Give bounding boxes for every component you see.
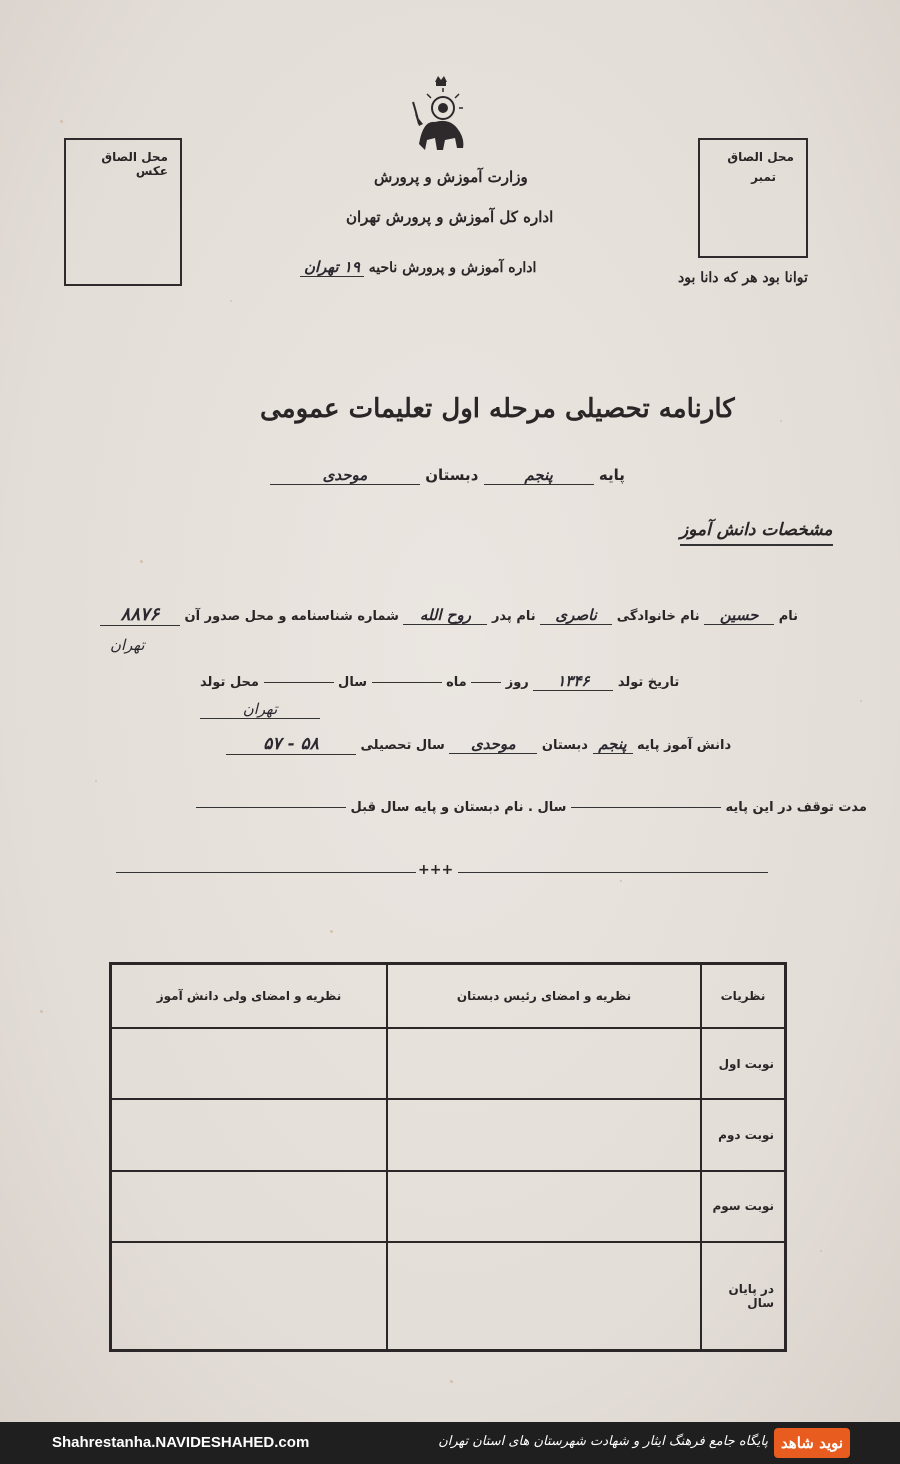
row-label-third-term: نوبت سوم [701,1171,786,1242]
table-cell [387,1242,701,1350]
document-title: کارنامه تحصیلی مرحله اول تعلیمات عمومی [260,394,735,424]
name-row [100,604,798,626]
birthplace-label: محل تولد [200,675,259,690]
stamp-placeholder-box [698,138,808,258]
stay-year-label: سال . نام دبستان و پایه سال قبل [350,800,567,815]
student-school-label: دبستان [541,738,588,753]
navideshahed-logo: نوید شاهد [774,1428,850,1458]
birth-year-value: ۱۳۴۶ [533,672,613,691]
day-label: روز [505,675,529,690]
stay-row [196,800,867,815]
table-cell [387,1028,701,1099]
header-principal: نظریه و امضای رئیس دبستان [387,964,701,1029]
academic-year-label: سال تحصیلی [360,738,445,753]
header-guardian: نظریه و امضای ولی دانش آموز [111,964,388,1029]
section-title: مشخصات دانش آموز [680,520,833,546]
separator-mark: +++ [418,862,454,878]
table-cell [111,1028,388,1099]
separator-line-left [116,872,416,873]
footer-bar [0,1422,900,1464]
stay-label: مدت توقف در این پایه [725,800,867,815]
birth-label: تاریخ تولد [617,675,680,690]
footer-site-link[interactable]: Shahrestanha.NAVIDESHAHED.com [52,1434,310,1451]
table-cell [111,1099,388,1170]
school-label: دبستان [425,466,479,484]
motto: توانا بود هر که دانا بود [678,270,808,286]
table-cell [387,1099,701,1170]
row-label-first-term: نوبت اول [701,1028,786,1099]
photo-box-label: محل الصاق عکس [101,150,168,178]
id-label: شماره شناسنامه و محل صدور آن [184,609,399,624]
district-office-label: اداره آموزش و پرورش ناحیه [368,260,537,276]
table-cell [387,1171,701,1242]
id-value: ۸۸۷۶ [100,604,180,626]
table-row [111,1242,786,1350]
family-value: ناصری [540,606,612,625]
birthplace-value: تهران [200,700,320,719]
table-row [111,1099,786,1170]
name-value: حسین [704,606,774,625]
grade-line [270,466,625,485]
school-value: موحدی [270,466,420,485]
table-cell [111,1242,388,1350]
stamp-box-label-2: تمبر [751,170,776,184]
student-grade-value: پنجم [593,735,633,754]
student-grade-row [226,734,731,755]
name-label: نام [778,609,799,624]
year-label: سال [338,675,367,690]
table-row [111,1028,786,1099]
birth-row [200,672,679,691]
header-opinions: نظریات [701,964,786,1029]
father-label: نام پدر [491,609,536,624]
grade-value: پنجم [484,466,594,485]
student-grade-label: دانش آموز پایه [637,738,732,753]
table-header-row [111,964,786,1029]
lion-sun-emblem-icon [405,74,477,156]
id-place-value: تهران [110,636,145,654]
row-label-second-term: نوبت دوم [701,1099,786,1170]
grade-label: پایه [598,466,625,484]
student-school-value: موحدی [449,735,537,754]
father-value: روح الله [403,606,487,625]
photo-placeholder-box [64,138,182,286]
ministry-title: وزارت آموزش و پرورش [374,168,528,186]
row-label-year-end: در پایان سال [701,1242,786,1350]
stamp-box-label: محل الصاق [727,150,794,164]
district-handwritten-value: ۱۹ تهران [300,258,364,277]
footer-org-text: پایگاه جامع فرهنگ ایثار و شهادت شهرستان های استان تهران [438,1434,768,1449]
table-cell [111,1171,388,1242]
district-office-line [300,258,536,276]
general-office-title: اداره کل آموزش و پرورش تهران [346,208,554,226]
table-row [111,1171,786,1242]
month-label: ماه [446,675,467,690]
academic-year-value: ۵۸ - ۵۷ [226,734,356,755]
opinions-table [109,962,787,1352]
family-label: نام خانوادگی [616,609,700,624]
separator-line-right [458,872,768,873]
